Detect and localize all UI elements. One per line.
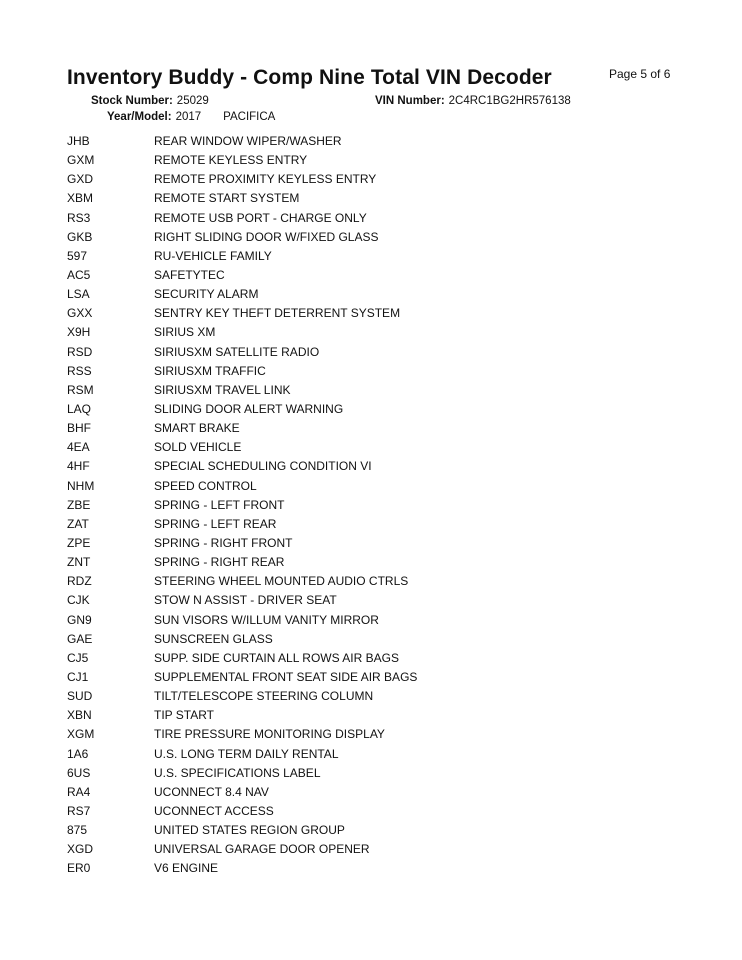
option-code: 6US <box>67 765 91 780</box>
option-code: X9H <box>67 325 91 340</box>
option-code: RSS <box>67 363 92 378</box>
option-description: SUNSCREEN GLASS <box>154 631 273 646</box>
option-description: SPRING - LEFT REAR <box>154 516 277 531</box>
option-description: SENTRY KEY THEFT DETERRENT SYSTEM <box>154 306 401 321</box>
option-description: SIRIUS XM <box>154 325 216 340</box>
option-code: 4HF <box>67 459 90 474</box>
option-code: RA4 <box>67 784 91 799</box>
option-code: GN9 <box>67 612 92 627</box>
option-code: GXD <box>67 172 94 187</box>
list-item <box>0 419 742 438</box>
list-item <box>0 209 742 228</box>
option-code: AC5 <box>67 267 91 282</box>
option-description: U.S. SPECIFICATIONS LABEL <box>154 765 321 780</box>
option-description: REMOTE START SYSTEM <box>154 191 300 206</box>
list-item <box>0 362 742 381</box>
option-code: 875 <box>67 823 88 838</box>
stock-number-label: Stock Number: <box>91 95 173 107</box>
list-item <box>0 438 742 457</box>
year-value: 2017 <box>175 111 202 123</box>
option-code: CJK <box>67 593 90 608</box>
option-code: GKB <box>67 229 93 244</box>
list-item <box>0 381 742 400</box>
option-description: SLIDING DOOR ALERT WARNING <box>154 401 344 416</box>
option-description: SUPP. SIDE CURTAIN ALL ROWS AIR BAGS <box>154 650 399 665</box>
option-description: V6 ENGINE <box>154 861 219 876</box>
option-code: RS7 <box>67 803 91 818</box>
option-description: UNITED STATES REGION GROUP <box>154 823 345 838</box>
list-item <box>0 189 742 208</box>
list-item <box>0 285 742 304</box>
option-description: REAR WINDOW WIPER/WASHER <box>154 134 342 148</box>
option-code: RS3 <box>67 210 91 225</box>
list-item <box>0 611 742 630</box>
list-item <box>0 745 742 764</box>
vin-number-label: VIN Number: <box>375 95 445 107</box>
option-description: SPEED CONTROL <box>154 478 257 493</box>
option-code: ZNT <box>67 555 91 570</box>
option-description: RU-VEHICLE FAMILY <box>154 248 272 263</box>
option-description: TIP START <box>154 708 215 723</box>
list-item <box>0 534 742 553</box>
option-description: SAFETYTEC <box>154 267 225 282</box>
vin-number-value: 2C4RC1BG2HR576138 <box>448 95 571 107</box>
option-code: RSM <box>67 382 94 397</box>
list-item <box>0 591 742 610</box>
list-item <box>0 170 742 189</box>
option-code: RSD <box>67 344 93 359</box>
option-code: JHB <box>67 134 90 148</box>
year-model-field <box>107 111 275 123</box>
list-item <box>0 304 742 323</box>
list-item <box>0 515 742 534</box>
option-code: LAQ <box>67 401 92 416</box>
option-code: CJ5 <box>67 650 89 665</box>
option-code: CJ1 <box>67 669 89 684</box>
option-code: XGM <box>67 727 95 742</box>
option-description: SPRING - LEFT FRONT <box>154 497 285 512</box>
option-description: SPRING - RIGHT FRONT <box>154 535 293 550</box>
option-code: 4EA <box>67 440 90 455</box>
option-description: REMOTE KEYLESS ENTRY <box>154 153 308 168</box>
option-code: XBN <box>67 708 92 723</box>
document-title: Inventory Buddy - Comp Nine Total VIN Decoder <box>67 66 552 89</box>
option-code: ZBE <box>67 497 91 512</box>
list-item <box>0 266 742 285</box>
option-code: NHM <box>67 478 95 493</box>
option-code: ZAT <box>67 516 89 531</box>
option-description: STOW N ASSIST - DRIVER SEAT <box>154 593 337 608</box>
option-code: GXM <box>67 153 95 168</box>
list-item <box>0 247 742 266</box>
option-description: UCONNECT ACCESS <box>154 803 274 818</box>
list-item <box>0 725 742 744</box>
option-code: ZPE <box>67 535 91 550</box>
list-item <box>0 840 742 859</box>
list-item <box>0 132 742 151</box>
option-code: XBM <box>67 191 94 206</box>
page-number: Page 5 of 6 <box>609 67 671 81</box>
option-description: SUN VISORS W/ILLUM VANITY MIRROR <box>154 612 379 627</box>
list-item <box>0 802 742 821</box>
list-item <box>0 783 742 802</box>
option-description: REMOTE PROXIMITY KEYLESS ENTRY <box>154 172 377 187</box>
option-description: SMART BRAKE <box>154 421 240 436</box>
list-item <box>0 457 742 476</box>
option-description: UCONNECT 8.4 NAV <box>154 784 269 799</box>
option-code: BHF <box>67 421 91 436</box>
list-item <box>0 400 742 419</box>
option-description: SOLD VEHICLE <box>154 440 242 455</box>
option-description: SIRIUSXM TRAFFIC <box>154 363 266 378</box>
option-code-list <box>0 132 742 878</box>
list-item <box>0 630 742 649</box>
option-description: SUPPLEMENTAL FRONT SEAT SIDE AIR BAGS <box>154 669 418 684</box>
option-code: LSA <box>67 287 90 302</box>
list-item <box>0 343 742 362</box>
option-code: ER0 <box>67 861 91 876</box>
option-code: GXX <box>67 306 93 321</box>
list-item <box>0 323 742 342</box>
list-item <box>0 496 742 515</box>
stock-number-field <box>91 95 209 107</box>
list-item <box>0 687 742 706</box>
list-item <box>0 572 742 591</box>
option-code: SUD <box>67 689 93 704</box>
option-description: REMOTE USB PORT - CHARGE ONLY <box>154 210 367 225</box>
option-description: UNIVERSAL GARAGE DOOR OPENER <box>154 842 370 857</box>
option-code: XGD <box>67 842 94 857</box>
list-item <box>0 477 742 496</box>
list-item <box>0 821 742 840</box>
option-description: RIGHT SLIDING DOOR W/FIXED GLASS <box>154 229 379 244</box>
year-model-label: Year/Model: <box>107 111 172 123</box>
option-description: SPRING - RIGHT REAR <box>154 555 285 570</box>
vin-number-field <box>375 95 571 107</box>
option-code: 1A6 <box>67 746 89 761</box>
option-description: U.S. LONG TERM DAILY RENTAL <box>154 746 339 761</box>
list-item <box>0 151 742 170</box>
option-description: SIRIUSXM TRAVEL LINK <box>154 382 291 397</box>
option-description: STEERING WHEEL MOUNTED AUDIO CTRLS <box>154 574 409 589</box>
list-item <box>0 668 742 687</box>
list-item <box>0 706 742 725</box>
option-description: SECURITY ALARM <box>154 287 259 302</box>
option-description: TILT/TELESCOPE STEERING COLUMN <box>154 689 374 704</box>
list-item <box>0 764 742 783</box>
model-value: PACIFICA <box>223 111 276 123</box>
option-code: GAE <box>67 631 93 646</box>
option-code: 597 <box>67 248 88 263</box>
list-item <box>0 649 742 668</box>
list-item <box>0 553 742 572</box>
option-description: TIRE PRESSURE MONITORING DISPLAY <box>154 727 385 742</box>
list-item <box>0 859 742 878</box>
list-item <box>0 228 742 247</box>
option-code: RDZ <box>67 574 92 589</box>
option-description: SIRIUSXM SATELLITE RADIO <box>154 344 320 359</box>
stock-number-value: 25029 <box>176 95 209 107</box>
option-description: SPECIAL SCHEDULING CONDITION VI <box>154 459 372 474</box>
